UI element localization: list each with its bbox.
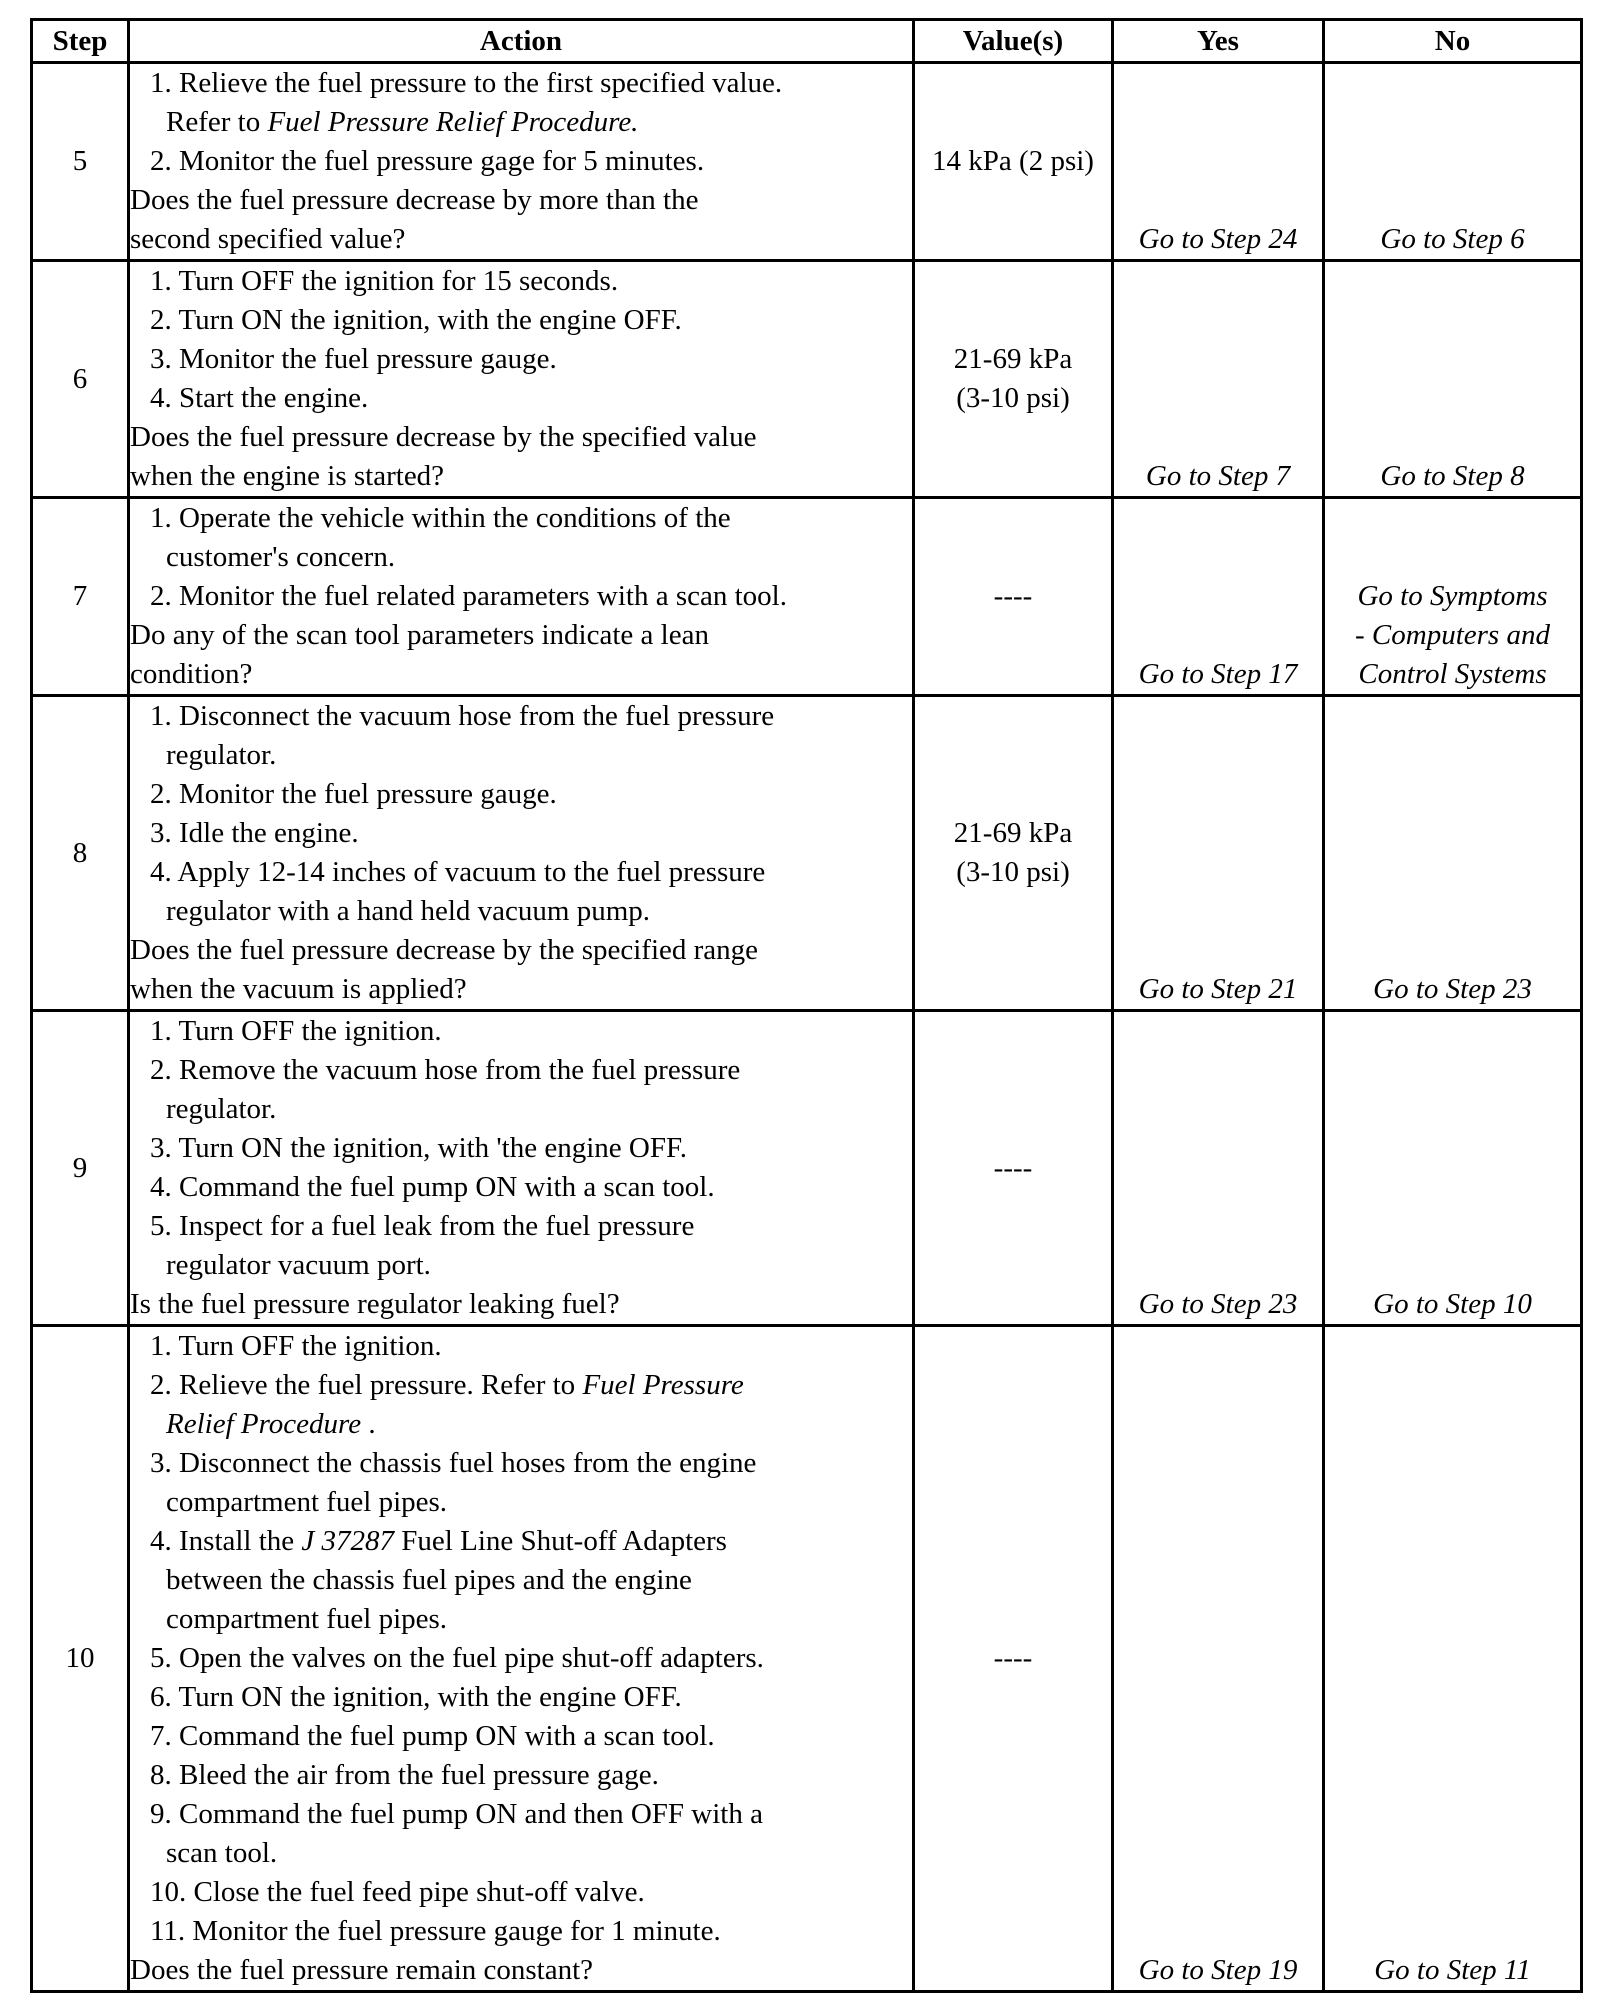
action-question: when the vacuum is applied?	[130, 973, 467, 1005]
value-cell: ----	[914, 498, 1113, 696]
no-line: Control Systems	[1358, 658, 1547, 690]
header-yes: Yes	[1113, 20, 1324, 63]
action-line: 1. Operate the vehicle within the conditions of the	[150, 502, 731, 534]
step-number: 6	[32, 261, 129, 498]
action-line: 4. Start the engine.	[150, 382, 369, 414]
action-cell	[129, 498, 914, 696]
action-line: 5. Open the valves on the fuel pipe shut-off adapters.	[150, 1642, 764, 1674]
value-cell: ----	[914, 1326, 1113, 1992]
action-line: 3. Idle the engine.	[150, 817, 359, 849]
action-question: when the engine is started?	[130, 460, 445, 492]
value-line: 21-69 kPa	[953, 343, 1073, 375]
no-cell: Go to Step 11	[1324, 1326, 1582, 1992]
action-text: 2. Relieve the fuel pressure. Refer to	[150, 1369, 583, 1401]
no-cell: Go to Step 10	[1324, 1011, 1582, 1326]
action-line: regulator.	[166, 1093, 277, 1125]
value-cell: 14 kPa (2 psi)	[914, 63, 1113, 261]
yes-cell: Go to Step 17	[1113, 498, 1324, 696]
no-cell: Go to Step 6	[1324, 63, 1582, 261]
action-line	[130, 1405, 912, 1444]
diagnostic-table	[30, 18, 1583, 1993]
action-line: compartment fuel pipes.	[166, 1603, 448, 1635]
action-text: 4. Install the	[150, 1525, 302, 1557]
action-question: second specified value?	[130, 223, 406, 255]
action-line: 5. Inspect for a fuel leak from the fuel pressure	[150, 1210, 695, 1242]
action-line: 10. Close the fuel feed pipe shut-off valve.	[150, 1876, 645, 1908]
action-line: 3. Monitor the fuel pressure gauge.	[150, 343, 557, 375]
action-cell	[129, 696, 914, 1011]
table-row	[32, 1011, 1582, 1326]
no-line: Go to Symptoms	[1357, 580, 1548, 612]
action-line: 9. Command the fuel pump ON and then OFF with a	[150, 1798, 763, 1830]
value-line: (3-10 psi)	[956, 382, 1070, 414]
table-row	[32, 63, 1582, 261]
table-row	[32, 498, 1582, 696]
value-cell	[914, 696, 1113, 1011]
action-line: 1. Turn OFF the ignition.	[150, 1015, 442, 1047]
value-line: 21-69 kPa	[953, 817, 1073, 849]
action-cell	[129, 1326, 914, 1992]
action-line: 8. Bleed the air from the fuel pressure gage.	[150, 1759, 659, 1791]
action-line: 7. Command the fuel pump ON with a scan tool.	[150, 1720, 715, 1752]
no-line: - Computers and	[1355, 619, 1550, 651]
header-no: No	[1324, 20, 1582, 63]
action-line: compartment fuel pipes.	[166, 1486, 448, 1518]
value-line: (3-10 psi)	[956, 856, 1070, 888]
yes-cell: Go to Step 24	[1113, 63, 1324, 261]
action-line: 2. Monitor the fuel pressure gauge.	[150, 778, 557, 810]
action-line: 2. Monitor the fuel related parameters with a scan tool.	[150, 580, 787, 612]
action-line	[130, 1522, 912, 1561]
action-question: Does the fuel pressure remain constant?	[130, 1954, 594, 1986]
no-cell: Go to Step 8	[1324, 261, 1582, 498]
action-line: 1. Turn OFF the ignition for 15 seconds.	[150, 265, 619, 297]
action-line	[130, 1366, 912, 1405]
action-line: regulator.	[166, 739, 277, 771]
action-cell	[129, 63, 914, 261]
action-text: Fuel Line Shut-off Adapters	[394, 1525, 727, 1557]
step-number: 10	[32, 1326, 129, 1992]
step-number: 9	[32, 1011, 129, 1326]
action-line: regulator vacuum port.	[166, 1249, 431, 1281]
header-row	[32, 20, 1582, 63]
action-line: 2. Monitor the fuel pressure gage for 5 minutes.	[150, 145, 705, 177]
value-cell	[914, 261, 1113, 498]
procedure-reference: Fuel Pressure	[582, 1369, 744, 1401]
action-line: 1. Relieve the fuel pressure to the first specified value.	[150, 67, 783, 99]
yes-cell: Go to Step 19	[1113, 1326, 1324, 1992]
action-text: .	[361, 1408, 376, 1440]
action-line: 2. Turn ON the ignition, with the engine OFF.	[150, 304, 682, 336]
step-number: 7	[32, 498, 129, 696]
action-cell	[129, 1011, 914, 1326]
table-row	[32, 1326, 1582, 1992]
table-row	[32, 696, 1582, 1011]
action-line: 4. Command the fuel pump ON with a scan tool.	[150, 1171, 715, 1203]
action-line: 11. Monitor the fuel pressure gauge for 1 minute.	[150, 1915, 721, 1947]
header-step: Step	[32, 20, 129, 63]
action-line: 1. Disconnect the vacuum hose from the fuel pressure	[150, 700, 775, 732]
header-values: Value(s)	[914, 20, 1113, 63]
tool-reference: J 37287	[301, 1525, 395, 1557]
action-line: between the chassis fuel pipes and the engine	[166, 1564, 692, 1596]
step-number: 8	[32, 696, 129, 1011]
yes-cell: Go to Step 7	[1113, 261, 1324, 498]
header-action: Action	[129, 20, 914, 63]
action-question: Is the fuel pressure regulator leaking fuel?	[130, 1288, 620, 1320]
yes-cell: Go to Step 23	[1113, 1011, 1324, 1326]
action-line: 2. Remove the vacuum hose from the fuel pressure	[150, 1054, 741, 1086]
action-line: regulator with a hand held vacuum pump.	[166, 895, 651, 927]
procedure-reference: Fuel Pressure Relief Procedure.	[267, 106, 639, 138]
table-row	[32, 261, 1582, 498]
action-line: scan tool.	[166, 1837, 278, 1869]
action-cell	[129, 261, 914, 498]
procedure-reference: Relief Procedure	[166, 1408, 362, 1440]
value-cell: ----	[914, 1011, 1113, 1326]
action-text: Refer to	[166, 106, 268, 138]
action-line: 6. Turn ON the ignition, with the engine OFF.	[150, 1681, 682, 1713]
action-question: condition?	[130, 658, 253, 690]
no-cell	[1324, 498, 1582, 696]
step-number: 5	[32, 63, 129, 261]
action-line: 3. Disconnect the chassis fuel hoses from the engine	[150, 1447, 757, 1479]
action-line	[130, 103, 912, 142]
action-question: Do any of the scan tool parameters indicate a lean	[130, 619, 709, 651]
action-question: Does the fuel pressure decrease by the specified value	[130, 421, 757, 453]
action-line: 3. Turn ON the ignition, with 'the engine OFF.	[150, 1132, 688, 1164]
action-line: customer's concern.	[166, 541, 396, 573]
yes-cell: Go to Step 21	[1113, 696, 1324, 1011]
action-line: 4. Apply 12-14 inches of vacuum to the fuel pressure	[150, 856, 766, 888]
action-line: 1. Turn OFF the ignition.	[150, 1330, 442, 1362]
no-cell: Go to Step 23	[1324, 696, 1582, 1011]
action-question: Does the fuel pressure decrease by more than the	[130, 184, 699, 216]
action-question: Does the fuel pressure decrease by the specified range	[130, 934, 759, 966]
